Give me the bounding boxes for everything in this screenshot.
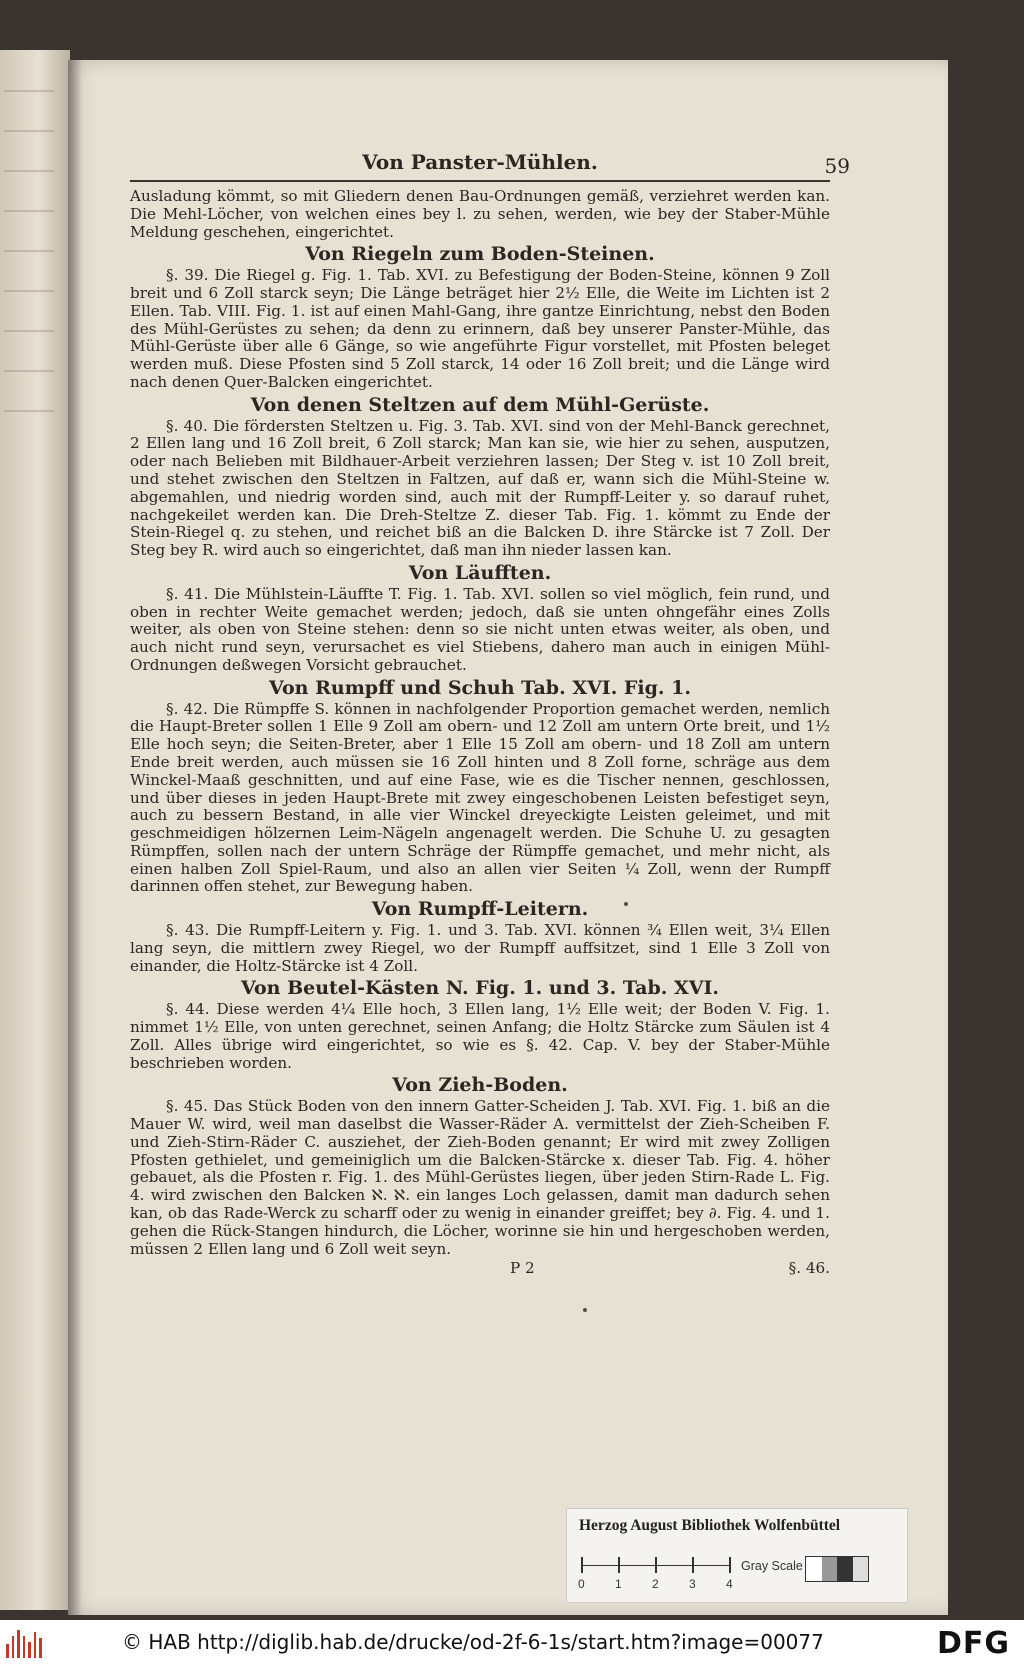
footer-bar — [0, 1620, 1024, 1666]
section-title-rumpff-leitern: Von Rumpff-Leitern. — [371, 898, 589, 921]
section-title-riegeln: Von Riegeln zum Boden-Steinen. — [305, 243, 655, 266]
section-title-rumpff: Von Rumpff und Schuh Tab. XVI. Fig. 1. — [269, 676, 691, 699]
section-title-steltzen: Von denen Steltzen auf dem Mühl-Gerüste. — [250, 393, 710, 416]
paragraph-44: §. 44. Diese werden 4¼ Elle hoch, 3 Ellen lang, 1½ Elle weit; der Boden V. Fig. 1. nimmet 1½ Elle, von unten gerechnet, seinen Anfang; die Holtz Stärcke zum Säulen ist 4 Zoll. Alles übrige wird eingerichtet, so wie es §. 42. Cap. V. bey der Staber-Mühle beschrieben worden. — [130, 1000, 830, 1072]
scale-number: 2 — [652, 1577, 659, 1591]
gray-scale-label: Gray Scale — [741, 1559, 803, 1573]
library-name: Herzog August Bibliothek Wolfenbüttel — [579, 1517, 841, 1534]
paragraph-39: §. 39. Die Riegel g. Fig. 1. Tab. XVI. zu Befestigung der Boden-Steine, können 9 Zoll breit und 6 Zoll starck seyn; Die Länge beträget hier 2½ Elle, die Weite im Lichten ist 2 Ellen. Tab. VIII. Fig. 1. ist auf einen Mahl-Gang, ihre gantze Einrichtung, nebst den Boden des Mühl-Gerüstes zu sehen; da denn zu erinnern, daß bey unserer Panster-Mühle, das Mühl-Gerüste über alle 6 Gänge, so wie angeführte Figur vorstellet, mit Pfosten beleget werden muß. Diese Pfosten sind 5 Zoll starck, 14 oder 16 Zoll breit; und die Länge wird nach denen Quer-Balcken eingerichtet. — [130, 266, 830, 391]
paragraph-41: §. 41. Die Mühlstein-Läuffte T. Fig. 1. Tab. XVI. sollen so viel möglich, fein rund, und oben in rechter Weite gemachet werden; jedoch, daß sie unten ohngefähr eines Zolls weiter, als oben von Steine stehen: denn so sie nicht unten etwas weiter, als oben, und auch nicht rund seyn, verursachet es viel Stiebens, dahero man auch in einigen Mühl-Ordnungen deßwegen Vorsicht gebrauchet. — [130, 584, 830, 674]
section-title-laeufften: Von Läufften. — [408, 561, 552, 584]
page-text — [130, 150, 850, 1278]
gray-scale-swatch — [805, 1556, 869, 1582]
credit-link[interactable]: © HAB http://diglib.hab.de/drucke/od-2f-6-1s/start.htm?image=00077 — [122, 1630, 824, 1654]
page-gutter-shadow — [68, 60, 82, 1615]
ink-speck — [624, 902, 628, 906]
page-foot — [130, 1260, 830, 1278]
section-title-beutel-kaesten: Von Beutel-Kästen N. Fig. 1. und 3. Tab. XVI. — [240, 977, 719, 1000]
page-number: 59 — [824, 154, 850, 178]
paragraph-45: §. 45. Das Stück Boden von den innern Gatter-Scheiden J. Tab. XVI. Fig. 1. biß an die Mauer W. wird, weil man daselbst die Wasser-Räder A. vermittelst der Zieh-Scheiben F. und Zieh-Stirn-Räder C. ausziehet, der Zieh-Boden genannt; Er wird mit zwey Zolligen Pfosten gethielet, und gemeiniglich um die Balcken-Stärcke x. dieser Tab. Fig. 4. höher gebauet, als die Pfosten r. Fig. 1. des Mühl-Gerüstes liegen, über jeden Stirn-Rade L. Fig. 4. wird zwischen den Balcken ℵ. ℵ. ein langes Loch gelassen, damit man dadurch sehen kan, ob das Rade-Werck zu scharff oder zu wenig in einander greiffet; bey ∂. Fig. 4. und 1. gehen die Rück-Stangen hindurch, die Löcher, worinne sie hin und hergeschoben werden, müssen 2 Ellen lang und 6 Zoll weit seyn. — [130, 1097, 830, 1258]
dfg-logo: DFG — [936, 1626, 1010, 1661]
scale-number: 0 — [578, 1577, 585, 1591]
paragraph-43: §. 43. Die Rumpff-Leitern y. Fig. 1. und 3. Tab. XVI. können ¾ Ellen weit, 3¼ Ellen lang seyn, die mittlern zwey Riegel, wo der Rumpff auffsitzet, sind 1 Elle 3 Zoll von einander, die Holtz-Stärcke ist 4 Zoll. — [130, 921, 830, 975]
catchword: §. 46. — [788, 1259, 830, 1278]
section-title-zieh-boden: Von Zieh-Boden. — [392, 1074, 568, 1097]
running-title: Von Panster-Mühlen. — [362, 150, 598, 174]
ink-speck — [583, 1308, 587, 1312]
signature-mark: P 2 — [510, 1259, 535, 1278]
running-head — [130, 150, 850, 182]
facing-page-edge — [0, 50, 70, 1610]
library-color-scale-label — [566, 1508, 908, 1603]
scale-number: 1 — [615, 1577, 622, 1591]
intro-line: Ausladung kömmt, so mit Gliedern denen Bau-Ordnungen gemäß, verziehret werden kan. Die Mehl-Löcher, von welchen eines bey l. zu sehen, werden, wie bey der Staber-Mühle Meldung geschehen, eingerichtet. — [130, 187, 830, 241]
paragraph-40: §. 40. Die fördersten Steltzen u. Fig. 3. Tab. XVI. sind von der Mehl-Banck gerechnet, 2 Ellen lang und 16 Zoll breit, 6 Zoll starck; Man kan sie, wie hier zu sehen, ausputzen, oder nach Belieben mit Bildhauer-Arbeit verziehren lassen; Der Steg v. ist 10 Zoll breit, und stehet zwischen den Steltzen in Faltzen, auf daß er, wann sich die Mühl-Steine w. abgemahlen, und niedrig worden sind, auch mit der Rumpff-Leiter y. so darauf ruhet, nachgekeilet werden kan. Die Dreh-Steltze Z. dieser Tab. Fig. 1. kömmt zu Ende der Stein-Riegel q. zu stehen, und reichet biß an die Balcken D. ihre Stärcke ist 7 Zoll. Der Steg bey R. wird auch so eingerichtet, daß man ihn nieder lassen kan. — [130, 416, 830, 560]
scale-number: 4 — [726, 1577, 733, 1591]
scale-number: 3 — [689, 1577, 696, 1591]
hab-logo-icon — [6, 1628, 42, 1658]
paragraph-42: §. 42. Die Rümpffe S. können in nachfolgender Proportion gemachet werden, nemlich die Haupt-Breter sollen 1 Elle 9 Zoll am obern- und 12 Zoll am untern Orte breit, und 1½ Elle hoch seyn; die Seiten-Breter, aber 1 Elle 15 Zoll am obern- und 18 Zoll am untern Ende breit werden, auch müssen sie 16 Zoll hinten und 8 Zoll forne, schräge aus dem Winckel-Maaß geschnitten, und auf eine Fase, wie es die Tischer nennen, geschlossen, und über dieses in jeden Haupt-Brete mit zwey eingeschobenen Leisten befestiget seyn, auch zu bessern Bestand, in alle vier Winckel dreyeckigte Leisten geleimet, und mit geschmeidigen hölzernen Leim-Nägeln angenagelt werden. Die Schuhe U. zu gesagten Rümpffen, sollen nach der untern Schräge der Rümpffe gemachet, und mehr nicht, als einen halben Zoll Spiel-Raum, und also an allen vier Seiten ¼ Zoll, wenn der Rumpff darinnen offen stehet, zur Bewegung haben. — [130, 699, 830, 896]
